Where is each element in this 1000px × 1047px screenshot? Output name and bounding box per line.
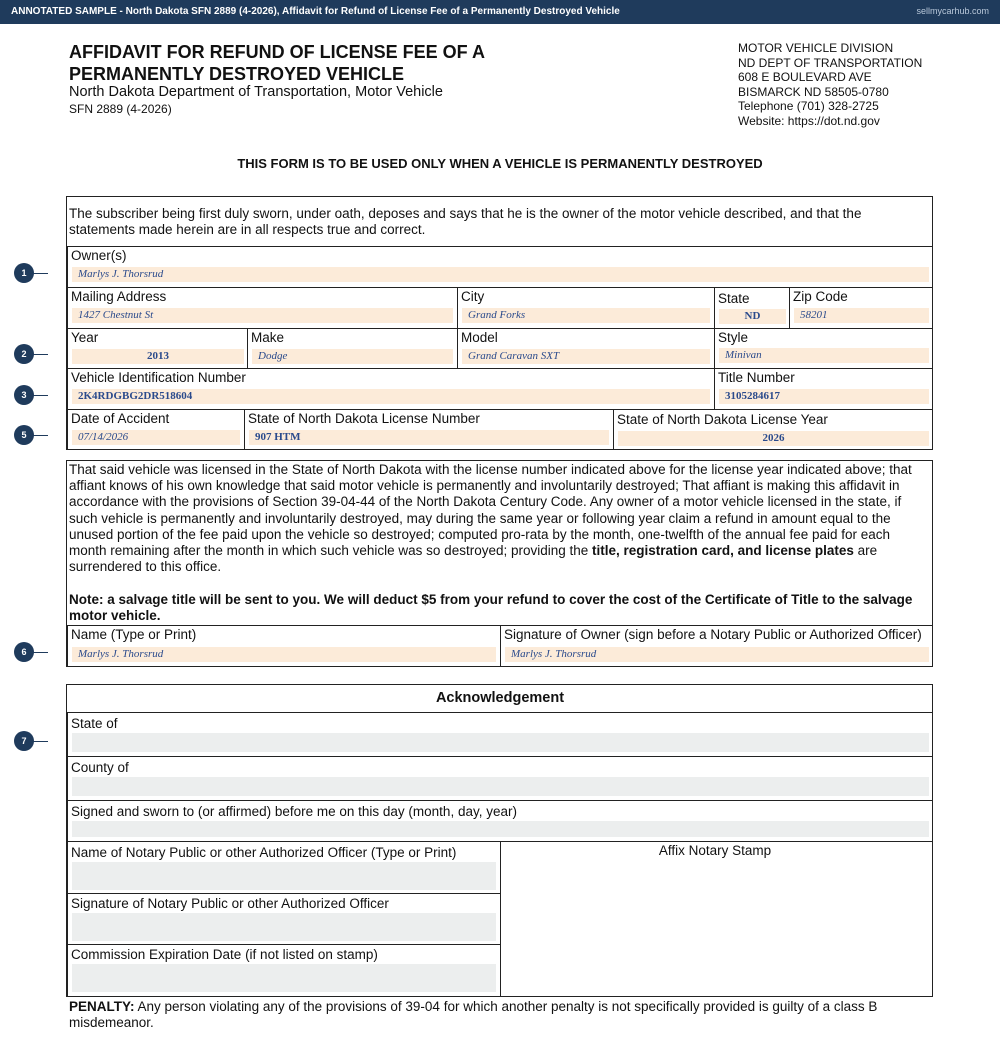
mailing-address-label: Mailing Address bbox=[71, 289, 167, 304]
notary-signature-cell bbox=[67, 893, 500, 944]
style-field[interactable]: Minivan bbox=[719, 348, 929, 363]
annotation-marker-2: 2 bbox=[14, 344, 34, 364]
notary-signature-label: Signature of Notary Public or other Authorized Officer bbox=[71, 896, 389, 911]
marker-connector bbox=[32, 652, 48, 653]
division-address: MOTOR VEHICLE DIVISION ND DEPT OF TRANSPORTATION 608 E BOULEVARD AVE BISMARCK ND 58505-0780 Telephone (701) 328-2725 Website: https://dot.nd.gov bbox=[738, 41, 923, 128]
style-label: Style bbox=[718, 330, 749, 345]
annotation-marker-1: 1 bbox=[14, 263, 34, 283]
year-cell bbox=[67, 328, 247, 368]
annotation-marker-3: 3 bbox=[14, 385, 34, 405]
title-number-cell bbox=[714, 368, 933, 409]
oath-text: The subscriber being first duly sworn, under oath, deposes and says that he is the owner of the motor vehicle described, and that the statements made herein are in all respects true and correct. bbox=[69, 206, 862, 238]
name-print-label: Name (Type or Print) bbox=[71, 627, 197, 642]
state-of-field[interactable] bbox=[72, 733, 929, 752]
vin-cell bbox=[67, 368, 714, 409]
owners-label: Owner(s) bbox=[71, 248, 127, 263]
form-title: AFFIDAVIT FOR REFUND OF LICENSE FEE OF A PERMANENTLY DESTROYED VEHICLE bbox=[69, 42, 485, 84]
notary-name-cell bbox=[67, 841, 500, 893]
vin-field[interactable]: 2K4RDGBG2DR518604 bbox=[72, 389, 710, 404]
model-cell bbox=[457, 328, 714, 368]
mailing-address-cell bbox=[67, 287, 457, 328]
name-print-field[interactable]: Marlys J. Thorsrud bbox=[72, 647, 496, 662]
date-of-accident-cell bbox=[67, 409, 244, 450]
banner-site: sellmycarhub.com bbox=[916, 6, 989, 16]
owners-cell bbox=[67, 246, 933, 287]
title-number-field[interactable]: 3105284617 bbox=[719, 389, 929, 404]
notary-stamp-label: Affix Notary Stamp bbox=[658, 843, 772, 858]
zip-cell bbox=[789, 287, 933, 328]
banner-title: ANNOTATED SAMPLE - North Dakota SFN 2889 (4-2026), Affidavit for Refund of License Fee of a Permanently Destroyed Vehicle bbox=[11, 6, 620, 17]
notary-name-label: Name of Notary Public or other Authorized Officer (Type or Print) bbox=[71, 845, 457, 860]
style-cell bbox=[714, 328, 933, 368]
state-of-label: State of bbox=[71, 716, 118, 731]
year-label: Year bbox=[71, 330, 99, 345]
state-cell bbox=[714, 287, 789, 328]
make-cell bbox=[247, 328, 457, 368]
salvage-note: Note: a salvage title will be sent to you. We will deduct $5 from your refund to cover the cost of the Certificate of Title to the salvage motor vehicle. bbox=[69, 592, 913, 624]
signed-sworn-label: Signed and sworn to (or affirmed) before me on this day (month, day, year) bbox=[71, 804, 517, 819]
city-field[interactable]: Grand Forks bbox=[462, 308, 710, 323]
owner-signature-cell bbox=[500, 625, 933, 667]
county-of-cell bbox=[67, 756, 933, 800]
city-label: City bbox=[461, 289, 485, 304]
annotation-banner bbox=[0, 0, 1000, 24]
model-label: Model bbox=[461, 330, 498, 345]
marker-connector bbox=[32, 395, 48, 396]
title-number-label: Title Number bbox=[718, 370, 795, 385]
year-field[interactable]: 2013 bbox=[72, 349, 244, 364]
date-of-accident-label: Date of Accident bbox=[71, 411, 170, 426]
commission-expiration-label: Commission Expiration Date (if not listed on stamp) bbox=[71, 947, 378, 962]
form-number: SFN 2889 (4-2026) bbox=[69, 102, 172, 116]
marker-connector bbox=[32, 354, 48, 355]
license-year-field[interactable]: 2026 bbox=[618, 431, 929, 446]
usage-notice: THIS FORM IS TO BE USED ONLY WHEN A VEHICLE IS PERMANENTLY DESTROYED bbox=[237, 156, 763, 171]
notary-name-field[interactable] bbox=[72, 862, 496, 890]
statement-text: That said vehicle was licensed in the State of North Dakota with the license number indicated above for the license year indicated above; that affiant knows of his own knowledge that said motor vehicle is permanently and involuntarily destroyed; That affiant is making this affidavit in accordance with the provisions of Section 39-04-44 of the North Dakota Century Code. Any owner of a motor vehicle licensed in the state, if such vehicle is permanently and involuntarily destroyed, may during the same year or following year claim a refund in amount equal to the unused portion of the fee paid upon the vehicle so destroyed; computed pro-rata by the month, one-twelfth of the annual fee paid for each month remaining after the month in which such vehicle was so destroyed; providing the title, registration card, and license plates are surrendered to this office. bbox=[69, 462, 912, 575]
license-number-cell bbox=[244, 409, 613, 450]
county-of-label: County of bbox=[71, 760, 129, 775]
marker-connector bbox=[32, 435, 48, 436]
date-of-accident-field[interactable]: 07/14/2026 bbox=[72, 430, 240, 445]
zip-field[interactable]: 58201 bbox=[794, 308, 929, 323]
make-label: Make bbox=[251, 330, 285, 345]
state-field[interactable]: ND bbox=[719, 309, 786, 324]
owners-field[interactable]: Marlys J. Thorsrud bbox=[72, 267, 929, 282]
state-of-cell bbox=[67, 712, 933, 756]
license-year-label: State of North Dakota License Year bbox=[617, 412, 828, 427]
owner-signature-label: Signature of Owner (sign before a Notary Public or Authorized Officer) bbox=[504, 627, 922, 642]
model-field[interactable]: Grand Caravan SXT bbox=[462, 349, 710, 364]
marker-connector bbox=[32, 273, 48, 274]
signed-sworn-field[interactable] bbox=[72, 821, 929, 837]
penalty-text: PENALTY: Any person violating any of the provisions of 39-04 for which another penalty is not specifically provided is guilty of a class B misdemeanor. bbox=[69, 999, 878, 1031]
make-field[interactable]: Dodge bbox=[252, 349, 453, 364]
annotation-marker-6: 6 bbox=[14, 642, 34, 662]
marker-connector bbox=[32, 741, 48, 742]
annotation-marker-5: 5 bbox=[14, 425, 34, 445]
vin-label: Vehicle Identification Number bbox=[71, 370, 246, 385]
county-of-field[interactable] bbox=[72, 777, 929, 796]
mailing-address-field[interactable]: 1427 Chestnut St bbox=[72, 308, 453, 323]
city-cell bbox=[457, 287, 714, 328]
department-name: North Dakota Department of Transportation, Motor Vehicle bbox=[69, 84, 443, 100]
annotation-marker-7: 7 bbox=[14, 731, 34, 751]
acknowledgement-title: Acknowledgement bbox=[435, 690, 565, 706]
notary-stamp-area bbox=[500, 841, 933, 997]
zip-label: Zip Code bbox=[793, 289, 848, 304]
name-print-cell bbox=[67, 625, 500, 667]
notary-signature-field[interactable] bbox=[72, 913, 496, 941]
signed-sworn-cell bbox=[67, 800, 933, 841]
license-number-label: State of North Dakota License Number bbox=[248, 411, 480, 426]
commission-expiration-field[interactable] bbox=[72, 964, 496, 992]
license-year-cell bbox=[613, 409, 933, 450]
state-label: State bbox=[718, 291, 750, 306]
owner-signature-field[interactable]: Marlys J. Thorsrud bbox=[505, 647, 929, 662]
license-number-field[interactable]: 907 HTM bbox=[249, 430, 609, 445]
commission-expiration-cell bbox=[67, 944, 500, 997]
